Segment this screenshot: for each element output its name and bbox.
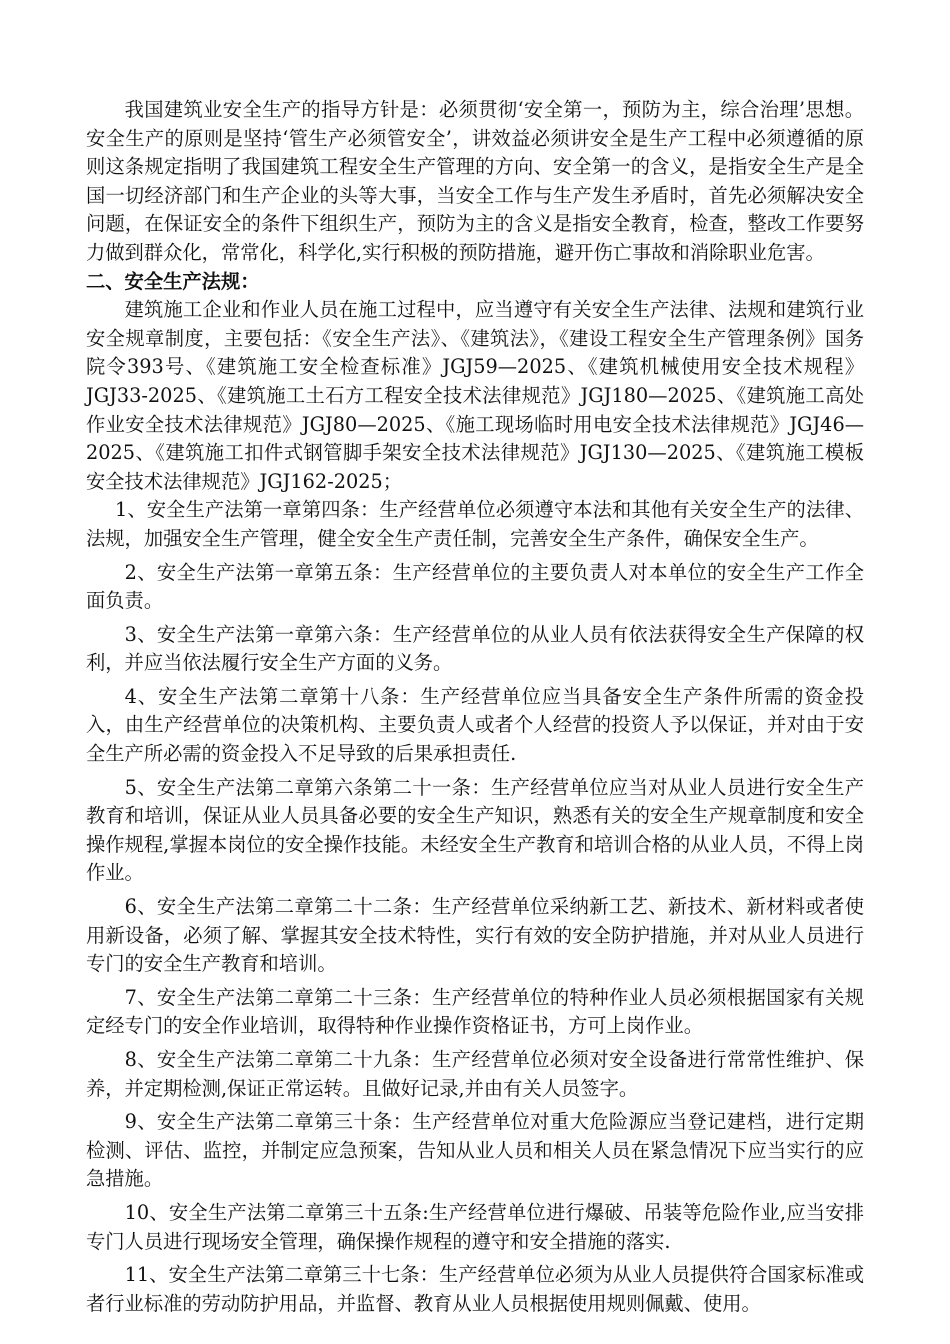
article-paragraph: 1、安全生产法第一章第四条：生产经营单位必须遵守本法和其他有关安全生产的法律、法规，加强安全生产管理，健全安全生产责任制，完善安全生产条件，确保安全生产。	[86, 498, 864, 550]
regulations-paragraph: 建筑施工企业和作业人员在施工过程中，应当遵守有关安全生产法律、法规和建筑行业安全规章制度，主要包括：《安全生产法》、《建筑法》，《建设工程安全生产管理条例》国务院令393号、《建筑施工安全检查标准》JGJ59—2025、《建筑机械使用安全技术规程》JGJ33-2025、《建筑施工土石方工程安全技术法律规范》JGJ180—2025、《建筑施工高处作业安全技术法律规范》JGJ80—2025、《施工现场临时用电安全技术法律规范》JGJ46—2025、《建筑施工扣件式钢管脚手架安全技术法律规范》JGJ130—2025、《建筑施工模板安全技术法律规范》JGJ162-2025；	[86, 298, 864, 493]
article-paragraph: 3、安全生产法第一章第六条：生产经营单位的从业人员有依法获得安全生产保障的权利，并应当依法履行安全生产方面的义务。	[86, 622, 864, 675]
article-paragraph: 11、安全生产法第二章第三十七条：生产经营单位必须为从业人员提供符合国家标准或者行业标准的劳动防护用品，并监督、教育从业人员根据使用规则佩戴、使用。	[86, 1263, 864, 1315]
section-heading: 二、安全生产法规：	[86, 269, 260, 293]
article-paragraph: 10、安全生产法第二章第三十五条:生产经营单位进行爆破、吊装等危险作业,应当安排专门人员进行现场安全管理，确保操作规程的遵守和安全措施的落实.	[86, 1200, 864, 1253]
article-paragraph: 2、安全生产法第一章第五条：生产经营单位的主要负责人对本单位的安全生产工作全面负责。	[86, 560, 864, 613]
document-page	[86, 96, 864, 1318]
article-paragraph: 9、安全生产法第二章第三十条：生产经营单位对重大危险源应当登记建档，进行定期检测、评估、监控，并制定应急预案，告知从业人员和相关人员在紧急情况下应当实行的应急措施。	[86, 1110, 864, 1191]
article-paragraph: 5、安全生产法第二章第六条第二十一条：生产经营单位应当对从业人员进行安全生产教育和培训，保证从业人员具备必要的安全生产知识，熟悉有关的安全生产规章制度和安全操作规程,掌握本岗位的安全操作技能。未经安全生产教育和培训合格的从业人员，不得上岗作业。	[86, 775, 864, 885]
article-paragraph: 7、安全生产法第二章第二十三条：生产经营单位的特种作业人员必须根据国家有关规定经专门的安全作业培训，取得特种作业操作资格证书，方可上岗作业。	[86, 985, 864, 1038]
article-paragraph: 4、安全生产法第二章第十八条：生产经营单位应当具备安全生产条件所需的资金投入，由生产经营单位的决策机构、主要负责人或者个人经营的投资人予以保证，并对由于安全生产所必需的资金投入不足导致的后果承担责任.	[86, 684, 864, 766]
article-paragraph: 6、安全生产法第二章第二十二条：生产经营单位采纳新工艺、新技术、新材料或者使用新设备，必须了解、掌握其安全技术特性，实行有效的安全防护措施，并对从业人员进行专门的安全生产教育和培训。	[86, 895, 864, 976]
article-paragraph: 8、安全生产法第二章第二十九条：生产经营单位必须对安全设备进行常常性维护、保养，并定期检测,保证正常运转。且做好记录,并由有关人员签字。	[86, 1048, 864, 1100]
intro-paragraph: 我国建筑业安全生产的指导方针是：必须贯彻‘安全第一，预防为主，综合治理’思想。安全生产的原则是坚持‘管生产必须管安全’，讲效益必须讲安全是生产工程中必须遵循的原则这条规定指明了我国建筑工程安全生产管理的方向、安全第一的含义，是指安全生产是全国一切经济部门和生产企业的头等大事，当安全工作与生产发生矛盾时，首先必须解决安全问题，在保证安全的条件下组织生产，预防为主的含义是指安全教育，检查，整改工作要努力做到群众化，常常化，科学化,实行积极的预防措施，避开伤亡事故和消除职业危害。	[86, 98, 864, 264]
